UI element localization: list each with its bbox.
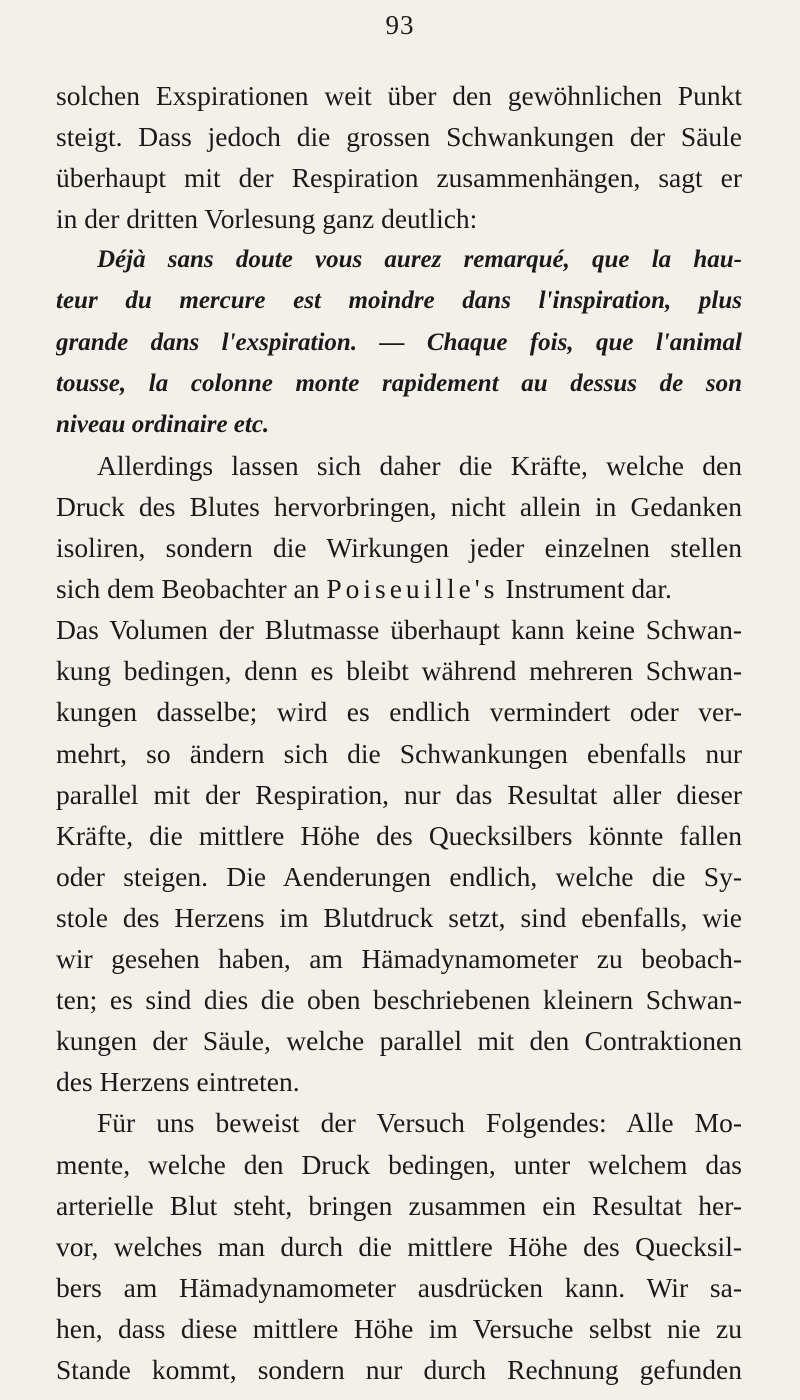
text-line: arterielle Blut steht, bringen zusammen ein Resultat her-	[56, 1190, 742, 1221]
page-number: 93	[385, 10, 415, 40]
text-line: wir gesehen haben, am Hämadynamometer zu beobach-	[56, 943, 742, 974]
text-line: stole des Herzens im Blutdruck setzt, sind ebenfalls, wie	[56, 902, 742, 933]
text-segment: sich dem Beobachter an	[56, 573, 320, 604]
text-line: kungen der Säule, welche parallel mit den Contraktionen	[56, 1025, 742, 1056]
text-line: oder steigen. Die Aenderungen endlich, welche die Sy-	[56, 861, 742, 892]
text-line: des Herzens eintreten.	[56, 1066, 300, 1097]
text-line: ten; es sind dies die oben beschriebenen kleinern Schwan-	[56, 984, 742, 1015]
french-quote-line: niveau ordinaire etc.	[56, 411, 270, 438]
text-line: bers am Hämadynamometer ausdrücken kann. Wir sa-	[56, 1272, 742, 1303]
text-line: Stande kommt, sondern nur durch Rechnung gefunden	[56, 1354, 742, 1385]
text-line: in der dritten Vorlesung ganz deutlich:	[56, 203, 478, 234]
person-name: Poiseuille's	[326, 573, 499, 604]
text-line: Kräfte, die mittlere Höhe des Quecksilbers könnte fallen	[56, 820, 742, 851]
text-line: hen, dass diese mittlere Höhe im Versuche selbst nie zu	[56, 1313, 742, 1344]
text-line: steigt. Dass jedoch die grossen Schwankungen der Säule	[56, 121, 742, 152]
french-quote-line: teur du mercure est moindre dans l'inspiration, plus	[56, 287, 742, 314]
french-quote-line: tousse, la colonne monte rapidement au dessus de son	[56, 370, 742, 397]
text-line: mehrt, so ändern sich die Schwankungen ebenfalls nur	[56, 738, 742, 769]
text-line: Allerdings lassen sich daher die Kräfte, welche den	[97, 450, 742, 481]
text-line: isoliren, sondern die Wirkungen jeder einzelnen stellen	[56, 532, 742, 563]
text-line: solchen Exspirationen weit über den gewöhnlichen Punkt	[56, 80, 742, 111]
french-quote-line: grande dans l'exspiration. — Chaque fois, que l'animal	[56, 329, 742, 356]
text-line: kungen dasselbe; wird es endlich vermindert oder ver-	[56, 696, 742, 727]
french-quote-line: Déjà sans doute vous aurez remarqué, que la hau-	[97, 246, 742, 273]
text-line: Für uns beweist der Versuch Folgendes: Alle Mo-	[97, 1107, 742, 1138]
text-line: mente, welche den Druck bedingen, unter welchem das	[56, 1149, 742, 1180]
text-line: Druck des Blutes hervorbringen, nicht allein in Gedanken	[56, 491, 742, 522]
text-line-with-name	[56, 571, 742, 607]
text-line: parallel mit der Respiration, nur das Resultat aller dieser	[56, 779, 742, 810]
text-segment: Instrument dar.	[505, 573, 672, 604]
text-line: vor, welches man durch die mittlere Höhe des Quecksil-	[56, 1231, 742, 1262]
text-line: Das Volumen der Blutmasse überhaupt kann keine Schwan-	[56, 614, 742, 645]
text-line: überhaupt mit der Respiration zusammenhängen, sagt er	[56, 162, 742, 193]
text-line: kung bedingen, denn es bleibt während mehreren Schwan-	[56, 655, 742, 686]
